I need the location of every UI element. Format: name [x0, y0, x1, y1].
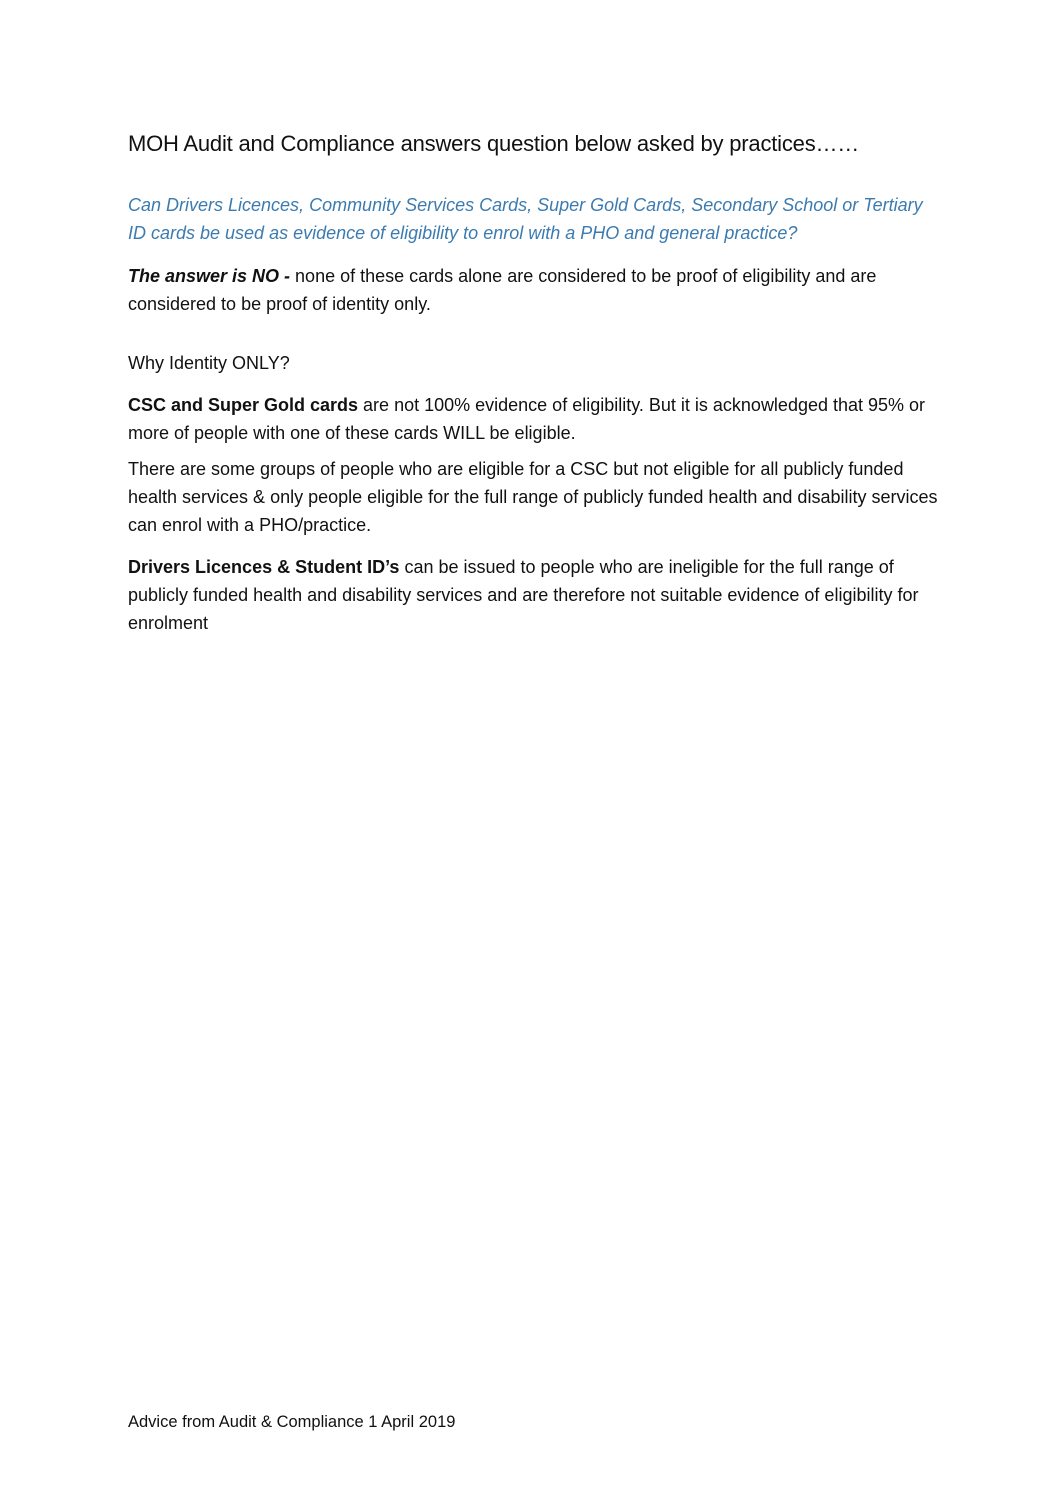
drivers-paragraph	[128, 553, 938, 637]
groups-paragraph: There are some groups of people who are eligible for a CSC but not eligible for all publicly funded health services & only people eligible for the full range of publicly funded health and disability services can enrol with a PHO/practice.	[128, 459, 938, 535]
csc-text: are not 100% evidence of eligibility. But it is acknowledged that 95% or more of people with one of these cards WILL be eligible.	[128, 395, 926, 443]
why-heading: Why Identity ONLY?	[128, 353, 290, 373]
answer-lead: The answer is NO -	[128, 266, 291, 286]
page-title: MOH Audit and Compliance answers question below asked by practices……	[128, 131, 860, 156]
document-body	[128, 128, 938, 645]
drivers-lead: Drivers Licences & Student ID’s	[128, 557, 400, 577]
page-footer: Advice from Audit & Compliance 1 April 2019	[128, 1413, 456, 1431]
question-text: Can Drivers Licences, Community Services Cards, Super Gold Cards, Secondary School or Tertiary ID cards be used as evidence of eligibility to enrol with a PHO and general practice?	[128, 195, 923, 243]
answer-text: none of these cards alone are considered to be proof of eligibility and are considered to be proof of identity only.	[128, 266, 877, 314]
drivers-text: can be issued to people who are ineligible for the full range of publicly funded health and disability services and are therefore not suitable evidence of eligibility for enrolment	[128, 557, 919, 633]
csc-paragraph	[128, 391, 938, 447]
csc-lead: CSC and Super Gold cards	[128, 395, 359, 415]
answer-paragraph	[128, 262, 938, 318]
